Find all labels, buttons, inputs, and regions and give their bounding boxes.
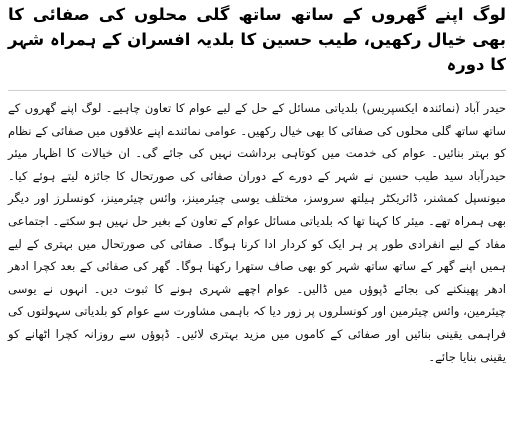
headline-divider	[8, 90, 506, 91]
article-body: حیدر آباد (نمائندہ ایکسپریس) بلدیاتی مسائل کے حل کے لیے عوام کا تعاون چاہیے۔ لوگ اپنے گھروں کے ساتھ ساتھ گلی محلوں کی صفائی کا بھی خیال رکھیں۔ عوامی نمائندے اپنے علاقوں میں صفائی کے نظام کو بہتر بنائیں۔ عوام کی خدمت میں کوتاہی برداشت نہیں کی جائے گی۔ ان خیالات کا اظہار میئر حیدرآباد سید طیب حسین نے شہر کے دورے کے دوران صفائی کی صورتحال کا جائزہ لیتے ہوئے کیا۔ میونسپل کمشنر، ڈائریکٹر ہیلتھ سروسز، مختلف یوسی چیئرمینز، وائس چیئرمینز، کونسلرز اور دیگر بھی ہمراہ تھے۔ میئر کا کہنا تھا کہ بلدیاتی مسائل عوام کے تعاون کے بغیر حل نہیں ہو سکتے۔ اجتماعی مفاد کے لیے انفرادی طور پر ہر ایک کو کردار ادا کرنا ہوگا۔ صفائی کی صورتحال میں بہتری کے لیے ہمیں اپنے گھر کے ساتھ ساتھ شہر کو بھی صاف ستھرا رکھنا ہوگا۔ گھر کی صفائی کے بعد کچرا ادھر ادھر پھینکنے کی بجائے ڈپوؤں میں ڈالیں۔ عوام اچھے شہری ہونے کا ثبوت دیں۔ انہوں نے یوسی چیئرمین، وائس چیئرمین اور کونسلروں پر زور دیا کہ باہمی مشاورت سے عوام کو بلدیاتی سہولتوں کی فراہمی یقینی بنائیں اور صفائی کے کاموں میں مزید بہتری لائیں۔ ڈپوؤں سے روزانہ کچرا اٹھانے کو یقینی بنایا جائے۔	[8, 101, 506, 364]
article-headline: لوگ اپنے گھروں کے ساتھ ساتھ گلی محلوں کی صفائی کا بھی خیال رکھیں، طیب حسین کا بلدیہ افسران کے ہمراہ شہر کا دورہ	[8, 5, 506, 74]
